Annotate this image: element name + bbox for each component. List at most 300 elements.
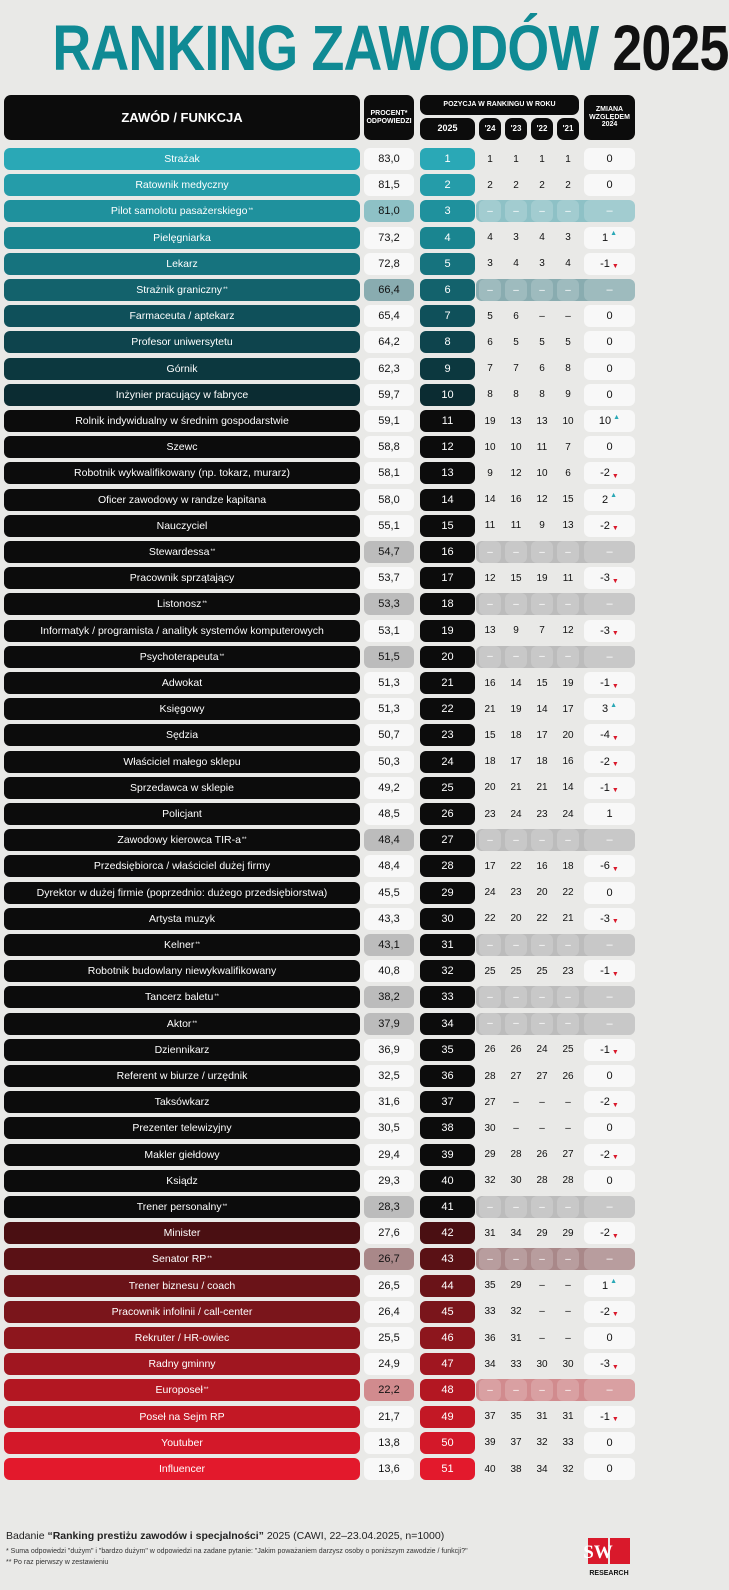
- change-value: [584, 515, 635, 537]
- change-value: [584, 1144, 635, 1166]
- change-value: [584, 646, 635, 668]
- table-row: [0, 646, 655, 668]
- percent-value: 50,7: [364, 724, 414, 746]
- change-number: 0: [606, 388, 613, 401]
- new-marker: **: [207, 1256, 212, 1263]
- change-value: [584, 1432, 635, 1454]
- rank-year-23: 1: [513, 153, 519, 165]
- change-number: -1: [600, 965, 610, 978]
- rank-year-24: 2: [487, 179, 493, 191]
- rank-year-22: 16: [536, 860, 548, 872]
- rank-year-21: 17: [562, 703, 574, 715]
- rank-year-21: –: [565, 1332, 571, 1344]
- occupation-name: [4, 253, 360, 275]
- triangle-up-icon: ▲: [610, 1278, 618, 1286]
- rank-2025: 25: [420, 777, 475, 799]
- rank-year-21: 10: [562, 415, 574, 427]
- rank-year-24: 25: [484, 965, 496, 977]
- occupation-name: [4, 1301, 360, 1323]
- rank-year-21: –: [565, 1122, 571, 1134]
- change-value: [584, 698, 635, 720]
- occupation-label: Pracownik infolinii / call-center: [111, 1305, 253, 1318]
- rank-year-24: 26: [484, 1044, 496, 1056]
- rank-2025: 17: [420, 567, 475, 589]
- new-marker: **: [222, 1204, 228, 1210]
- change-number: –: [606, 1017, 613, 1030]
- rank-year-22: –: [539, 1332, 545, 1344]
- rank-2025: 31: [420, 934, 475, 956]
- rank-year-23: 16: [510, 494, 522, 506]
- new-marker: **: [223, 287, 228, 293]
- rank-year-24: 20: [484, 782, 496, 794]
- rank-2025: 24: [420, 751, 475, 773]
- triangle-down-icon: ▼: [611, 1311, 619, 1319]
- rank-2025: 29: [420, 882, 475, 904]
- change-value: [584, 672, 635, 694]
- percent-value: 58,1: [364, 462, 414, 484]
- change-number: 0: [606, 1174, 613, 1187]
- rank-year-24: –: [479, 1196, 501, 1218]
- percent-value: 31,6: [364, 1091, 414, 1113]
- change-value: [584, 305, 635, 327]
- rank-year-21: 14: [562, 782, 574, 794]
- occupation-name: [4, 751, 360, 773]
- page-title: [52, 4, 729, 92]
- rank-year-24: 15: [484, 729, 496, 741]
- occupation-label: Inżynier pracujący w fabryce: [115, 388, 249, 401]
- rank-year-23: –: [513, 1096, 519, 1108]
- rank-year-21: 6: [565, 467, 571, 479]
- table-row: [0, 1432, 655, 1454]
- change-number: 0: [606, 1122, 613, 1135]
- occupation-label: Pracownik sprzątający: [129, 572, 235, 585]
- change-number: -2: [600, 755, 610, 768]
- occupation-label: Strażnik graniczny: [136, 284, 223, 296]
- rank-year-23: 11: [510, 520, 522, 532]
- rank-year-22: 19: [536, 572, 548, 584]
- table-row: [0, 1144, 655, 1166]
- rank-year-22: 22: [536, 913, 548, 925]
- occupation-label: Dyrektor w dużej firmie (poprzednio: dużego przedsiębiorstwa): [36, 886, 328, 899]
- occupation-name: [4, 331, 360, 353]
- rank-year-23: –: [505, 541, 527, 563]
- rank-2025: 13: [420, 462, 475, 484]
- rank-year-21: 27: [562, 1149, 574, 1161]
- rank-2025: 34: [420, 1013, 475, 1035]
- table-row: [0, 882, 655, 904]
- rank-year-23: –: [505, 934, 527, 956]
- rank-year-23: 28: [510, 1149, 522, 1161]
- rank-year-23: 38: [510, 1463, 522, 1475]
- triangle-down-icon: ▼: [611, 1101, 619, 1109]
- table-row: [0, 724, 655, 746]
- change-number: -1: [600, 257, 610, 270]
- rank-year-21: 5: [565, 336, 571, 348]
- table-row: [0, 803, 655, 825]
- percent-value: 58,8: [364, 436, 414, 458]
- rank-year-24: 10: [484, 441, 496, 453]
- change-number: -2: [600, 1305, 610, 1318]
- table-row: [0, 1170, 655, 1192]
- rank-year-24: 14: [484, 494, 496, 506]
- rank-year-21: 28: [562, 1175, 574, 1187]
- rank-year-24: –: [479, 279, 501, 301]
- occupation-label: Księgowy: [159, 703, 205, 716]
- rank-year-21: 23: [562, 965, 574, 977]
- change-number: -2: [600, 1096, 610, 1109]
- occupation-label: Senator RP: [152, 1253, 207, 1266]
- rank-year-21: –: [557, 646, 579, 668]
- table-row: [0, 908, 655, 930]
- rank-year-23: –: [505, 986, 527, 1008]
- change-value: [584, 331, 635, 353]
- rank-2025: 44: [420, 1275, 475, 1297]
- triangle-down-icon: ▼: [611, 918, 619, 926]
- table-row: [0, 1196, 655, 1218]
- change-number: –: [606, 650, 613, 663]
- change-value: [584, 541, 635, 563]
- occupation-label: Farmaceuta / aptekarz: [129, 310, 235, 323]
- percent-value: 48,4: [364, 829, 414, 851]
- percent-value: 43,1: [364, 934, 414, 956]
- percent-value: 53,3: [364, 593, 414, 615]
- table-row: [0, 593, 655, 615]
- rank-year-24: 11: [484, 520, 496, 532]
- rank-year-23: 18: [510, 729, 522, 741]
- table-row: [0, 829, 655, 851]
- occupation-label: Taksówkarz: [154, 1096, 210, 1109]
- occupation-name: [4, 1327, 360, 1349]
- header-year-24: '24: [479, 118, 501, 140]
- rank-year-21: 13: [562, 520, 574, 532]
- rank-year-22: 1: [539, 153, 545, 165]
- table-row: [0, 489, 655, 511]
- occupation-name: [4, 462, 360, 484]
- table-row: [0, 1406, 655, 1428]
- header-year-22: '22: [531, 118, 553, 140]
- title-part-main: RANKING ZAWODÓW: [52, 12, 599, 84]
- triangle-down-icon: ▼: [611, 577, 619, 585]
- rank-year-23: 10: [510, 441, 522, 453]
- rank-year-22: 14: [536, 703, 548, 715]
- table-row: [0, 515, 655, 537]
- rank-year-23: 23: [510, 887, 522, 899]
- rank-2025: 18: [420, 593, 475, 615]
- rank-2025: 4: [420, 227, 475, 249]
- triangle-down-icon: ▼: [611, 865, 619, 873]
- rank-year-24: 8: [487, 389, 493, 401]
- rank-year-23: 3: [513, 232, 519, 244]
- table-row: [0, 1379, 655, 1401]
- occupation-label: Rolnik indywidualny w średnim gospodarstwie: [75, 415, 289, 427]
- rank-year-22: –: [539, 1280, 545, 1292]
- source-note: Badanie “Ranking prestiżu zawodów i specjalności” 2025 (CAWI, 22–23.04.2025, n=1000): [6, 1530, 445, 1542]
- rank-year-24: 40: [484, 1463, 496, 1475]
- table-row: [0, 1065, 655, 1087]
- occupation-name: [4, 515, 360, 537]
- rank-year-23: 34: [510, 1227, 522, 1239]
- change-value: [584, 986, 635, 1008]
- percent-value: 26,7: [364, 1248, 414, 1270]
- percent-value: 59,1: [364, 410, 414, 432]
- rank-year-23: 24: [510, 808, 522, 820]
- change-number: -2: [600, 519, 610, 532]
- change-number: 10: [598, 415, 612, 427]
- rank-year-23: 15: [510, 572, 522, 584]
- percent-value: 51,5: [364, 646, 414, 668]
- occupation-label: Przedsiębiorca / właściciel dużej firmy: [93, 860, 271, 873]
- rank-2025: 21: [420, 672, 475, 694]
- change-value: [584, 1379, 635, 1401]
- percent-value: 51,3: [364, 698, 414, 720]
- rank-year-24: 19: [484, 415, 496, 427]
- rank-year-22: 9: [539, 520, 545, 532]
- occupation-label: Sędzia: [165, 729, 199, 742]
- change-number: 0: [606, 179, 613, 192]
- change-value: [584, 148, 635, 170]
- table-row: [0, 148, 655, 170]
- percent-value: 29,4: [364, 1144, 414, 1166]
- rank-year-22: –: [531, 646, 553, 668]
- percent-value: 83,0: [364, 148, 414, 170]
- rank-year-23: 14: [510, 677, 522, 689]
- rank-year-24: 34: [484, 1358, 496, 1370]
- percent-value: 48,4: [364, 855, 414, 877]
- rank-year-24: 35: [484, 1280, 496, 1292]
- rank-2025: 9: [420, 358, 475, 380]
- rank-year-21: 2: [565, 179, 571, 191]
- change-number: 2: [601, 493, 609, 506]
- rank-year-24: 32: [484, 1175, 496, 1187]
- rank-year-21: 19: [562, 677, 574, 689]
- triangle-down-icon: ▼: [611, 1232, 619, 1240]
- rank-year-24: –: [479, 200, 501, 222]
- footnote-percent: * Suma odpowiedzi "dużym" i "bardzo dużym" w odpowiedzi na zadane pytanie: "Jakim poważaniem darzysz osoby o poniższym zawodzie / funkcji?": [6, 1548, 468, 1555]
- change-value: [584, 1275, 635, 1297]
- new-marker: **: [210, 549, 216, 555]
- occupation-label: Właściciel małego sklepu: [123, 755, 241, 768]
- header-change: ZMIANA WZGLĘDEM 2024: [584, 95, 635, 140]
- rank-year-21: 9: [565, 389, 571, 401]
- rank-2025: 15: [420, 515, 475, 537]
- occupation-name: [4, 646, 360, 668]
- rank-year-21: –: [557, 829, 579, 851]
- new-marker: **: [214, 994, 219, 1001]
- occupation-name: [4, 986, 360, 1008]
- rank-year-21: –: [565, 1096, 571, 1108]
- change-value: [584, 567, 635, 589]
- rank-year-24: 12: [484, 572, 496, 584]
- table-row: [0, 410, 655, 432]
- new-marker: **: [203, 1387, 209, 1394]
- rank-year-21: –: [557, 200, 579, 222]
- occupation-name: [4, 1117, 360, 1139]
- rank-year-23: –: [505, 829, 527, 851]
- triangle-down-icon: ▼: [611, 1363, 619, 1371]
- rank-year-21: 11: [562, 572, 574, 584]
- rank-2025: 45: [420, 1301, 475, 1323]
- rank-2025: 39: [420, 1144, 475, 1166]
- percent-value: 21,7: [364, 1406, 414, 1428]
- occupation-label: Pilot samolotu pasażerskiego: [110, 205, 248, 218]
- rank-2025: 38: [420, 1117, 475, 1139]
- occupation-name: [4, 384, 360, 406]
- rank-year-22: 18: [536, 756, 548, 768]
- change-value: [584, 620, 635, 642]
- rank-year-22: –: [531, 1379, 553, 1401]
- percent-value: 65,4: [364, 305, 414, 327]
- rank-year-21: –: [565, 1280, 571, 1292]
- rank-year-23: 12: [510, 467, 522, 479]
- change-value: [584, 1248, 635, 1270]
- rank-year-22: 11: [536, 441, 548, 453]
- occupation-label: Influencer: [158, 1463, 206, 1475]
- occupation-label: Nauczyciel: [156, 519, 208, 532]
- change-value: [584, 1327, 635, 1349]
- logo-subtitle: RESEARCH: [589, 1570, 629, 1577]
- percent-value: 72,8: [364, 253, 414, 275]
- rank-year-22: 12: [536, 494, 548, 506]
- header-year-21: '21: [557, 118, 579, 140]
- table-row: [0, 672, 655, 694]
- occupation-label: Radny gminny: [148, 1358, 216, 1371]
- change-value: [584, 1117, 635, 1139]
- header-year-23: '23: [505, 118, 527, 140]
- rank-year-23: 6: [513, 310, 519, 322]
- change-value: [584, 384, 635, 406]
- rank-year-21: –: [565, 310, 571, 322]
- rank-year-21: 15: [562, 494, 574, 506]
- change-value: [584, 803, 635, 825]
- rank-year-24: 27: [484, 1096, 496, 1108]
- rank-2025: 27: [420, 829, 475, 851]
- rank-year-22: 30: [536, 1358, 548, 1370]
- change-value: [584, 436, 635, 458]
- change-value: [584, 174, 635, 196]
- occupation-label: Informatyk / programista / analityk systemów komputerowych: [40, 624, 324, 637]
- percent-value: 64,2: [364, 331, 414, 353]
- change-value: [584, 253, 635, 275]
- table-row: [0, 1275, 655, 1297]
- change-number: -3: [600, 912, 610, 925]
- table-row: [0, 1458, 655, 1480]
- rank-year-21: 31: [562, 1411, 574, 1423]
- occupation-label: Zawodowy kierowca TIR-a: [117, 834, 241, 847]
- rank-year-24: 1: [487, 153, 493, 165]
- rank-year-23: 25: [510, 965, 522, 977]
- rank-year-24: 16: [484, 677, 496, 689]
- percent-value: 13,6: [364, 1458, 414, 1480]
- occupation-name: [4, 174, 360, 196]
- rank-year-22: 21: [536, 782, 548, 794]
- occupation-label: Górnik: [166, 362, 198, 375]
- table-row: [0, 1248, 655, 1270]
- occupation-name: [4, 148, 360, 170]
- change-value: [584, 462, 635, 484]
- rank-year-23: –: [505, 200, 527, 222]
- rank-year-24: 37: [484, 1411, 496, 1423]
- occupation-label: Adwokat: [161, 677, 203, 689]
- occupation-label: Listonosz: [156, 598, 202, 611]
- triangle-down-icon: ▼: [611, 970, 619, 978]
- percent-value: 38,2: [364, 986, 414, 1008]
- percent-value: 43,3: [364, 908, 414, 930]
- occupation-name: [4, 227, 360, 249]
- rank-year-21: 25: [562, 1044, 574, 1056]
- table-row: [0, 462, 655, 484]
- rank-year-21: 30: [562, 1358, 574, 1370]
- triangle-down-icon: ▼: [611, 734, 619, 742]
- change-value: [584, 724, 635, 746]
- rank-year-23: –: [505, 1248, 527, 1270]
- rank-year-24: –: [479, 986, 501, 1008]
- percent-value: 24,9: [364, 1353, 414, 1375]
- occupation-name: [4, 593, 360, 615]
- rank-year-22: 23: [536, 808, 548, 820]
- occupation-name: [4, 829, 360, 851]
- triangle-down-icon: ▼: [611, 1416, 619, 1424]
- change-number: -2: [600, 467, 610, 480]
- percent-value: 53,1: [364, 620, 414, 642]
- occupation-name: [4, 1170, 360, 1192]
- footer: [6, 1530, 576, 1570]
- occupation-label: Pielęgniarka: [153, 231, 211, 244]
- rank-year-23: –: [505, 1379, 527, 1401]
- occupation-label: Minister: [163, 1227, 201, 1240]
- change-number: –: [606, 205, 613, 218]
- table-row: [0, 960, 655, 982]
- rank-year-24: 29: [484, 1149, 496, 1161]
- rank-year-22: 24: [536, 1044, 548, 1056]
- change-number: -6: [600, 860, 610, 873]
- table-row: [0, 1117, 655, 1139]
- occupation-label: Prezenter telewizyjny: [132, 1122, 232, 1135]
- rank-year-24: 28: [484, 1070, 496, 1082]
- percent-value: 45,5: [364, 882, 414, 904]
- change-value: [584, 960, 635, 982]
- triangle-down-icon: ▼: [611, 1049, 619, 1057]
- occupation-name: [4, 489, 360, 511]
- sw-research-logo: [583, 1536, 632, 1582]
- occupation-name: [4, 1406, 360, 1428]
- occupation-name: [4, 698, 360, 720]
- table-row: [0, 1013, 655, 1035]
- rank-year-21: 3: [565, 232, 571, 244]
- table-row: [0, 855, 655, 877]
- rank-2025: 49: [420, 1406, 475, 1428]
- percent-value: 40,8: [364, 960, 414, 982]
- rank-2025: 23: [420, 724, 475, 746]
- occupation-label: Robotnik wykwalifikowany (np. tokarz, murarz): [74, 467, 290, 480]
- rank-year-23: 26: [510, 1044, 522, 1056]
- percent-value: 81,0: [364, 200, 414, 222]
- occupation-name: [4, 1013, 360, 1035]
- occupation-label: Makler giełdowy: [144, 1148, 220, 1161]
- occupation-label: Trener personalny: [136, 1201, 222, 1213]
- change-number: 0: [606, 362, 613, 375]
- rank-year-22: 7: [539, 625, 545, 637]
- change-value: [584, 489, 635, 511]
- rank-year-21: –: [557, 1013, 579, 1035]
- rank-year-24: –: [479, 1248, 501, 1270]
- rank-2025: 37: [420, 1091, 475, 1113]
- table-row: [0, 1222, 655, 1244]
- rank-year-22: 20: [536, 887, 548, 899]
- triangle-up-icon: ▲: [610, 701, 618, 709]
- rank-2025: 14: [420, 489, 475, 511]
- rank-year-22: –: [539, 1096, 545, 1108]
- percent-value: 48,5: [364, 803, 414, 825]
